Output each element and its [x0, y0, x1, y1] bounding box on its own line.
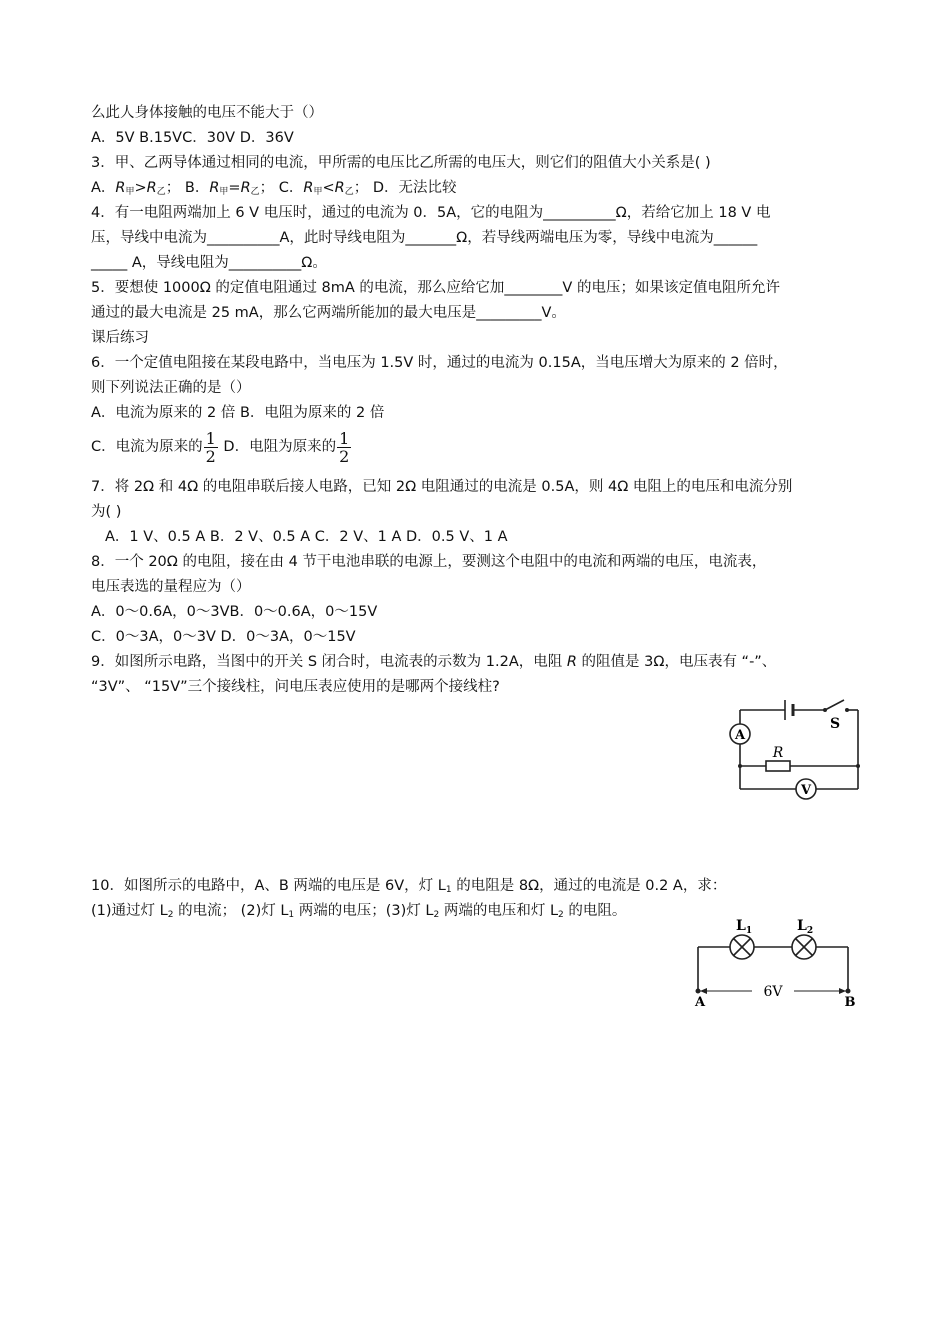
circuit-diagram-q10 [686, 912, 866, 1012]
text-line: “3V”、 “15V”三个接线柱，问电压表应使用的是哪两个接线柱? [91, 679, 500, 695]
question-10: 10．如图所示的电路中，A、B 两端的电压是 6V，灯 L1 的电阻是 8Ω，通过的电流是 0.2 A，求： [91, 878, 727, 895]
circuit-diagram-q9 [720, 694, 870, 802]
question-7: 7．将 2Ω 和 4Ω 的电阻串联后接人电路，已知 2Ω 电阻通过的电流是 0.5A，则 4Ω 电阻上的电压和电流分别 [91, 479, 793, 495]
terminal-a-label: A [694, 995, 706, 1010]
question-3-options: A．R甲>R乙； B．R甲=R乙； C．R甲<R乙； D．无法比较 [91, 180, 457, 197]
question-5: 5．要想使 1000Ω 的定值电阻通过 8mA 的电流，那么应给它加________V 的电压；如果该定值电阻所允许 [91, 280, 780, 296]
text-line: 为( ) [91, 504, 122, 520]
section-heading: 课后练习 [91, 330, 149, 346]
text-line: 压，导线中电流为__________A，此时导线电阻为_______Ω，若导线两端电压为零，导线中电流为______ [91, 230, 758, 246]
resistor-label: R [772, 745, 784, 761]
question-10-parts: (1)通过灯 L2 的电流； (2)灯 L1 两端的电压；(3)灯 L2 两端的电压和灯 L2 的电阻。 [91, 903, 627, 920]
text-line: 电压表选的量程应为（） [91, 579, 251, 595]
lamp-l1-label: $L_1$ [736, 918, 753, 936]
text-line: 通过的最大电流是 25 mA，那么它两端所能加的最大电压是_________V。 [91, 305, 566, 321]
question-6-options-cd: C．电流为原来的 $\frac{1}{2}$ D．电阻为原来的 $\frac{1}{2}$ [91, 428, 350, 466]
question-4: 4．有一电阻两端加上 6 V 电压时，通过的电流为 0．5A，它的电阻为__________Ω，若给它加上 18 V 电 [91, 205, 771, 221]
ammeter-label: A [734, 728, 746, 743]
question-9: 9．如图所示电路，当图中的开关 S 闭合时，电流表的示数为 1.2A，电阻 R 的阻值是 3Ω，电压表有 “-”、 [91, 654, 777, 670]
text-line: 则下列说法正确的是（） [91, 380, 251, 396]
question-6: 6．一个定值电阻接在某段电路中，当电压为 1.5V 时，通过的电流为 0.15A，当电压增大为原来的 2 倍时， [91, 355, 788, 371]
fraction-one-half: $\frac{1}{2}$ [205, 428, 216, 466]
terminal-b-label: B [844, 995, 856, 1010]
text-line: 么此人身体接触的电压不能大于（） [91, 105, 323, 121]
question-3: 3．甲、乙两导体通过相同的电流，甲所需的电压比乙所需的电压大，则它们的阻值大小关系是( ) [91, 155, 711, 171]
voltmeter-label: V [800, 783, 812, 798]
question-8-options-cd: C．0～3A，0～3V D．0～3A，0～15V [91, 629, 356, 645]
text-line: A．5V B.15VC．30V D．36V [91, 130, 294, 146]
question-7-options: A．1 V、0.5 A B．2 V、0.5 A C．2 V、1 A D．0.5 V、1 A [105, 529, 508, 545]
question-6-options-ab: A．电流为原来的 2 倍 B．电阻为原来的 2 倍 [91, 405, 385, 421]
question-8-options-ab: A．0～0.6A，0～3VB．0～0.6A，0～15V [91, 604, 378, 620]
text-line: _____ A，导线电阻为__________Ω。 [91, 255, 327, 271]
lamp-l2-label: $L_2$ [797, 918, 814, 936]
switch-label: S [829, 716, 841, 732]
fraction-one-half: $\frac{1}{2}$ [339, 428, 350, 466]
question-8: 8．一个 20Ω 的电阻，接在由 4 节干电池串联的电源上，要测这个电阻中的电流和两端的电压，电流表， [91, 554, 767, 570]
voltage-label: 6V [763, 984, 783, 1000]
